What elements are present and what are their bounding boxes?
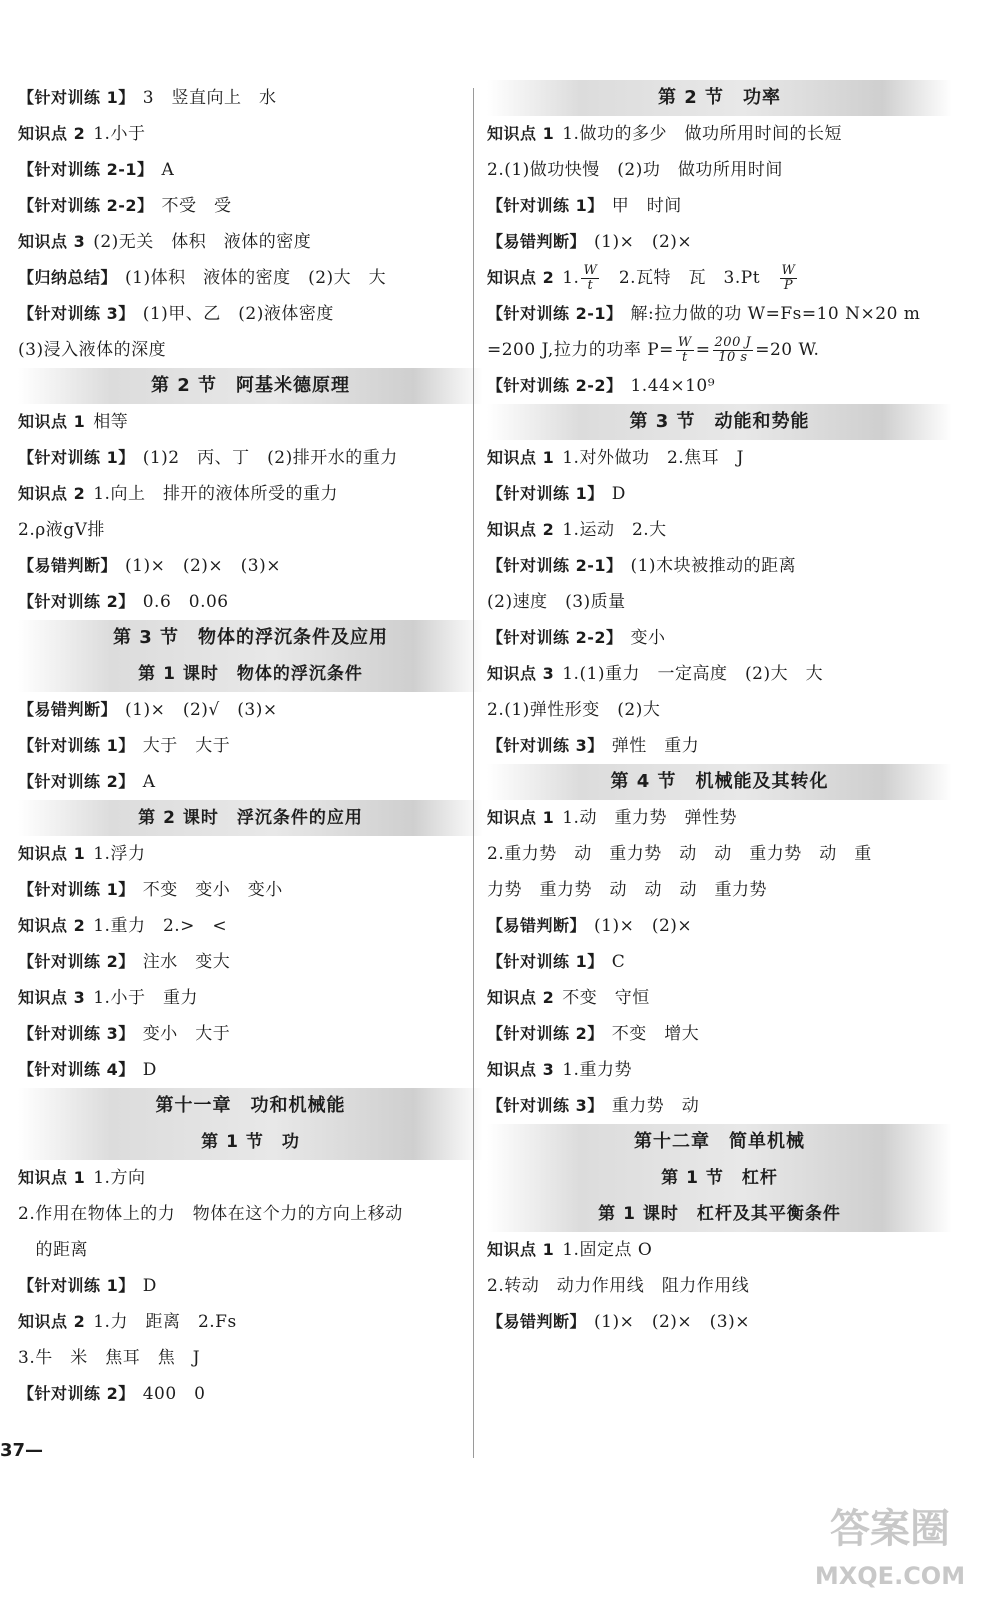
item-label: 【针对训练 1】 — [487, 196, 604, 215]
answer-text: =200 J,拉力的功率 P= — [487, 340, 674, 360]
answer-line — [487, 296, 952, 332]
answer-line — [487, 1232, 952, 1268]
answer-text: D — [142, 1060, 157, 1080]
item-label: 【针对训练 1】 — [487, 952, 604, 971]
fraction — [676, 336, 694, 365]
answer-text: =20 W. — [755, 340, 820, 360]
item-label: 【针对训练 1】 — [18, 880, 135, 899]
answer-line — [487, 908, 952, 944]
lesson-heading: 第 2 课时 浮沉条件的应用 — [18, 800, 483, 836]
item-label: 【易错判断】 — [487, 1312, 587, 1331]
answer-line — [487, 368, 952, 404]
answer-line — [487, 440, 952, 476]
answer-text: = — [695, 340, 711, 360]
item-label: 【针对训练 2-1】 — [18, 160, 154, 179]
answer-text: 弹性 重力 — [611, 736, 700, 756]
answer-line — [487, 188, 952, 224]
answer-text: 不变 守恒 — [562, 988, 650, 1008]
item-label: 【针对训练 2-1】 — [487, 304, 623, 323]
item-label: 知识点 2 — [18, 1312, 86, 1331]
answer-text: (1)体积 液体的密度 (2)大 大 — [125, 268, 387, 288]
item-label: 【易错判断】 — [18, 700, 118, 719]
answer-text: 2.ρ液gV排 — [18, 520, 105, 540]
answer-line — [18, 512, 483, 548]
answer-line — [18, 836, 483, 872]
lesson-heading: 第 1 节 杠杆 — [487, 1160, 952, 1196]
fraction-numerator: W — [677, 335, 692, 350]
answer-text: 变小 — [630, 628, 666, 648]
fraction-numerator: W — [781, 263, 796, 278]
answer-text: (1)× (2)× (3)× — [594, 1312, 750, 1332]
item-label: 【针对训练 2-2】 — [487, 376, 623, 395]
answer-line — [18, 1232, 483, 1268]
section-heading: 第 4 节 机械能及其转化 — [487, 764, 952, 800]
answer-line — [487, 1268, 952, 1304]
answer-line — [18, 80, 483, 116]
answer-text: 2.瓦特 瓦 3.Pt — [601, 268, 778, 288]
item-label: 【针对训练 2】 — [18, 1384, 135, 1403]
answer-text: 2.作用在物体上的力 物体在这个力的方向上移动 — [18, 1204, 403, 1224]
item-label: 【针对训练 3】 — [487, 736, 604, 755]
answer-line — [18, 980, 483, 1016]
answer-text: 3.牛 米 焦耳 焦 J — [18, 1348, 201, 1368]
item-label: 知识点 1 — [487, 1240, 555, 1259]
item-label: 【针对训练 3】 — [487, 1096, 604, 1115]
fraction — [713, 336, 754, 365]
answer-text: 不变 变小 变小 — [142, 880, 283, 900]
answer-line — [18, 116, 483, 152]
answer-line — [18, 1376, 483, 1412]
answer-line — [487, 476, 952, 512]
answer-text: D — [142, 1276, 157, 1296]
section-heading: 第十二章 简单机械 — [487, 1124, 952, 1160]
answer-line — [18, 404, 483, 440]
answer-text: (2)无关 体积 液体的密度 — [93, 232, 312, 252]
answer-text: 1.浮力 — [93, 844, 146, 864]
item-label: 【针对训练 1】 — [18, 88, 135, 107]
item-label: 【针对训练 2-2】 — [18, 196, 154, 215]
fraction-denominator: t — [587, 278, 594, 293]
answer-text: (2)速度 (3)质量 — [487, 592, 626, 612]
answer-text: (3)浸入液体的深度 — [18, 340, 167, 360]
answer-line — [18, 1016, 483, 1052]
lesson-heading: 第 1 节 功 — [18, 1124, 483, 1160]
column-divider — [473, 88, 474, 1458]
fraction-denominator: 10 s — [718, 350, 748, 365]
answer-text: 不变 增大 — [611, 1024, 700, 1044]
answer-text: (1)2 丙、丁 (2)排开水的重力 — [142, 448, 398, 468]
item-label: 知识点 1 — [18, 1168, 86, 1187]
answer-line — [18, 908, 483, 944]
fraction-denominator: t — [681, 350, 688, 365]
answer-text: 0.6 0.06 — [142, 592, 229, 612]
left-column — [18, 80, 483, 1412]
item-label: 知识点 3 — [487, 664, 555, 683]
item-label: 知识点 2 — [18, 484, 86, 503]
answer-text: 1.重力 2.> < — [93, 916, 228, 936]
item-label: 知识点 1 — [18, 412, 86, 431]
answer-line — [487, 152, 952, 188]
answer-line — [487, 512, 952, 548]
answer-line — [18, 152, 483, 188]
item-label: 【针对训练 3】 — [18, 304, 135, 323]
answer-text: 400 0 — [142, 1384, 206, 1404]
answer-text: 1.(1)重力 一定高度 (2)大 大 — [562, 664, 824, 684]
answer-text: 1. — [562, 268, 580, 288]
answer-line — [18, 332, 483, 368]
answer-line — [487, 116, 952, 152]
lesson-heading: 第 1 课时 物体的浮沉条件 — [18, 656, 483, 692]
answer-line — [18, 296, 483, 332]
answer-text: 的距离 — [18, 1240, 88, 1260]
answer-text: (1)甲、乙 (2)液体密度 — [142, 304, 334, 324]
item-label: 【针对训练 4】 — [18, 1060, 135, 1079]
item-label: 【针对训练 2】 — [18, 772, 135, 791]
section-heading: 第 3 节 物体的浮沉条件及应用 — [18, 620, 483, 656]
answer-line — [18, 476, 483, 512]
item-label: 【针对训练 1】 — [18, 448, 135, 467]
answer-line — [18, 1304, 483, 1340]
lesson-heading: 第 1 课时 杠杆及其平衡条件 — [487, 1196, 952, 1232]
item-label: 知识点 3 — [487, 1060, 555, 1079]
item-label: 知识点 3 — [18, 232, 86, 251]
section-heading: 第十一章 功和机械能 — [18, 1088, 483, 1124]
item-label: 【针对训练 2】 — [18, 592, 135, 611]
answer-text: 1.小于 — [93, 124, 146, 144]
answer-text: 2.重力势 动 重力势 动 动 重力势 动 重 — [487, 844, 872, 864]
section-heading: 第 3 节 动能和势能 — [487, 404, 952, 440]
answer-text: (1)× (2)× (3)× — [125, 556, 281, 576]
answer-line — [487, 944, 952, 980]
answer-text: (1)× (2)√ (3)× — [125, 700, 278, 720]
fraction-numerator: W — [583, 263, 598, 278]
answer-line — [18, 548, 483, 584]
answer-text: 1.44×10⁹ — [630, 376, 716, 396]
answer-line — [487, 1052, 952, 1088]
item-label: 【针对训练 2-1】 — [487, 556, 623, 575]
answer-text: 3 竖直向上 水 — [142, 88, 277, 108]
item-label: 知识点 1 — [487, 124, 555, 143]
answer-text: 2.(1)做功快慢 (2)功 做功所用时间 — [487, 160, 783, 180]
answer-text: 1.向上 排开的液体所受的重力 — [93, 484, 338, 504]
answer-text: (1)木块被推动的距离 — [630, 556, 797, 576]
answer-text: 2.转动 动力作用线 阻力作用线 — [487, 1276, 750, 1296]
answer-line — [18, 764, 483, 800]
answer-text: 注水 变大 — [142, 952, 231, 972]
item-label: 【针对训练 1】 — [18, 1276, 135, 1295]
answer-text: 1.运动 2.大 — [562, 520, 667, 540]
answer-line — [487, 584, 952, 620]
answer-line — [487, 656, 952, 692]
answer-line — [18, 224, 483, 260]
answer-text: 解:拉力做的功 W=Fs=10 N×20 m — [630, 304, 921, 324]
answer-text: 1.固定点 O — [562, 1240, 653, 1260]
answer-text: (1)× (2)× — [594, 916, 693, 936]
item-label: 知识点 1 — [487, 448, 555, 467]
answer-text: D — [611, 484, 626, 504]
answer-line — [18, 872, 483, 908]
answer-line — [18, 188, 483, 224]
answer-line — [18, 584, 483, 620]
item-label: 知识点 2 — [487, 268, 555, 287]
answer-line — [18, 692, 483, 728]
item-label: 知识点 3 — [18, 988, 86, 1007]
answer-text: 甲 时间 — [611, 196, 682, 216]
answer-line — [487, 692, 952, 728]
answer-text: 力势 重力势 动 动 动 重力势 — [487, 880, 767, 900]
answer-line — [487, 332, 952, 368]
answer-line — [487, 260, 952, 296]
answer-text: C — [611, 952, 626, 972]
answer-line — [487, 224, 952, 260]
watermark-logo — [800, 1480, 980, 1600]
item-label: 【针对训练 1】 — [18, 736, 135, 755]
answer-line — [18, 440, 483, 476]
answer-text: 1.小于 重力 — [93, 988, 198, 1008]
answer-text: 重力势 动 — [611, 1096, 700, 1116]
answer-line — [18, 1340, 483, 1376]
item-label: 【针对训练 2】 — [487, 1024, 604, 1043]
answer-text: 不受 受 — [161, 196, 232, 216]
section-heading: 第 2 节 功率 — [487, 80, 952, 116]
answer-line — [18, 1160, 483, 1196]
answer-text: 大于 大于 — [142, 736, 231, 756]
answer-text: 1.动 重力势 弹性势 — [562, 808, 737, 828]
item-label: 【易错判断】 — [18, 556, 118, 575]
item-label: 【易错判断】 — [487, 232, 587, 251]
item-label: 知识点 2 — [487, 988, 555, 1007]
answer-text: (1)× (2)× — [594, 232, 693, 252]
answer-line — [487, 548, 952, 584]
fraction-denominator: P — [783, 278, 794, 293]
answer-text: A — [161, 160, 175, 180]
item-label: 【针对训练 1】 — [487, 484, 604, 503]
fraction — [581, 264, 599, 293]
item-label: 知识点 1 — [487, 808, 555, 827]
watermark-text: 答案圈 — [830, 1506, 950, 1552]
answer-text: 1.做功的多少 做功所用时间的长短 — [562, 124, 842, 144]
answer-line — [487, 1088, 952, 1124]
answer-line — [18, 260, 483, 296]
answer-text: 1.方向 — [93, 1168, 146, 1188]
answer-text: 变小 大于 — [142, 1024, 231, 1044]
item-label: 【针对训练 2】 — [18, 952, 135, 971]
answer-line — [18, 944, 483, 980]
answer-line — [487, 1016, 952, 1052]
right-column — [487, 80, 952, 1340]
answer-text: 2.(1)弹性形变 (2)大 — [487, 700, 661, 720]
answer-line — [487, 872, 952, 908]
watermark-url: MXQE.COM — [814, 1562, 966, 1590]
item-label: 知识点 2 — [18, 124, 86, 143]
answer-text: 1.力 距离 2.Fs — [93, 1312, 237, 1332]
answer-text: 1.对外做功 2.焦耳 J — [562, 448, 744, 468]
answer-line — [487, 800, 952, 836]
answer-line — [487, 1304, 952, 1340]
answer-line — [18, 1196, 483, 1232]
answer-line — [487, 980, 952, 1016]
answer-text: 1.重力势 — [562, 1060, 632, 1080]
section-heading: 第 2 节 阿基米德原理 — [18, 368, 483, 404]
item-label: 【针对训练 3】 — [18, 1024, 135, 1043]
fraction-numerator: 200 J — [714, 335, 752, 350]
answer-text: 相等 — [93, 412, 129, 432]
answer-line — [18, 1268, 483, 1304]
answer-line — [18, 1052, 483, 1088]
item-label: 知识点 1 — [18, 844, 86, 863]
item-label: 【归纳总结】 — [18, 268, 118, 287]
answer-line — [487, 728, 952, 764]
page-number: 37— — [0, 1440, 44, 1461]
answer-line — [487, 836, 952, 872]
fraction — [780, 264, 798, 293]
answer-text: A — [142, 772, 156, 792]
item-label: 【易错判断】 — [487, 916, 587, 935]
item-label: 知识点 2 — [18, 916, 86, 935]
item-label: 【针对训练 2-2】 — [487, 628, 623, 647]
answer-line — [487, 620, 952, 656]
answer-line — [18, 728, 483, 764]
item-label: 知识点 2 — [487, 520, 555, 539]
